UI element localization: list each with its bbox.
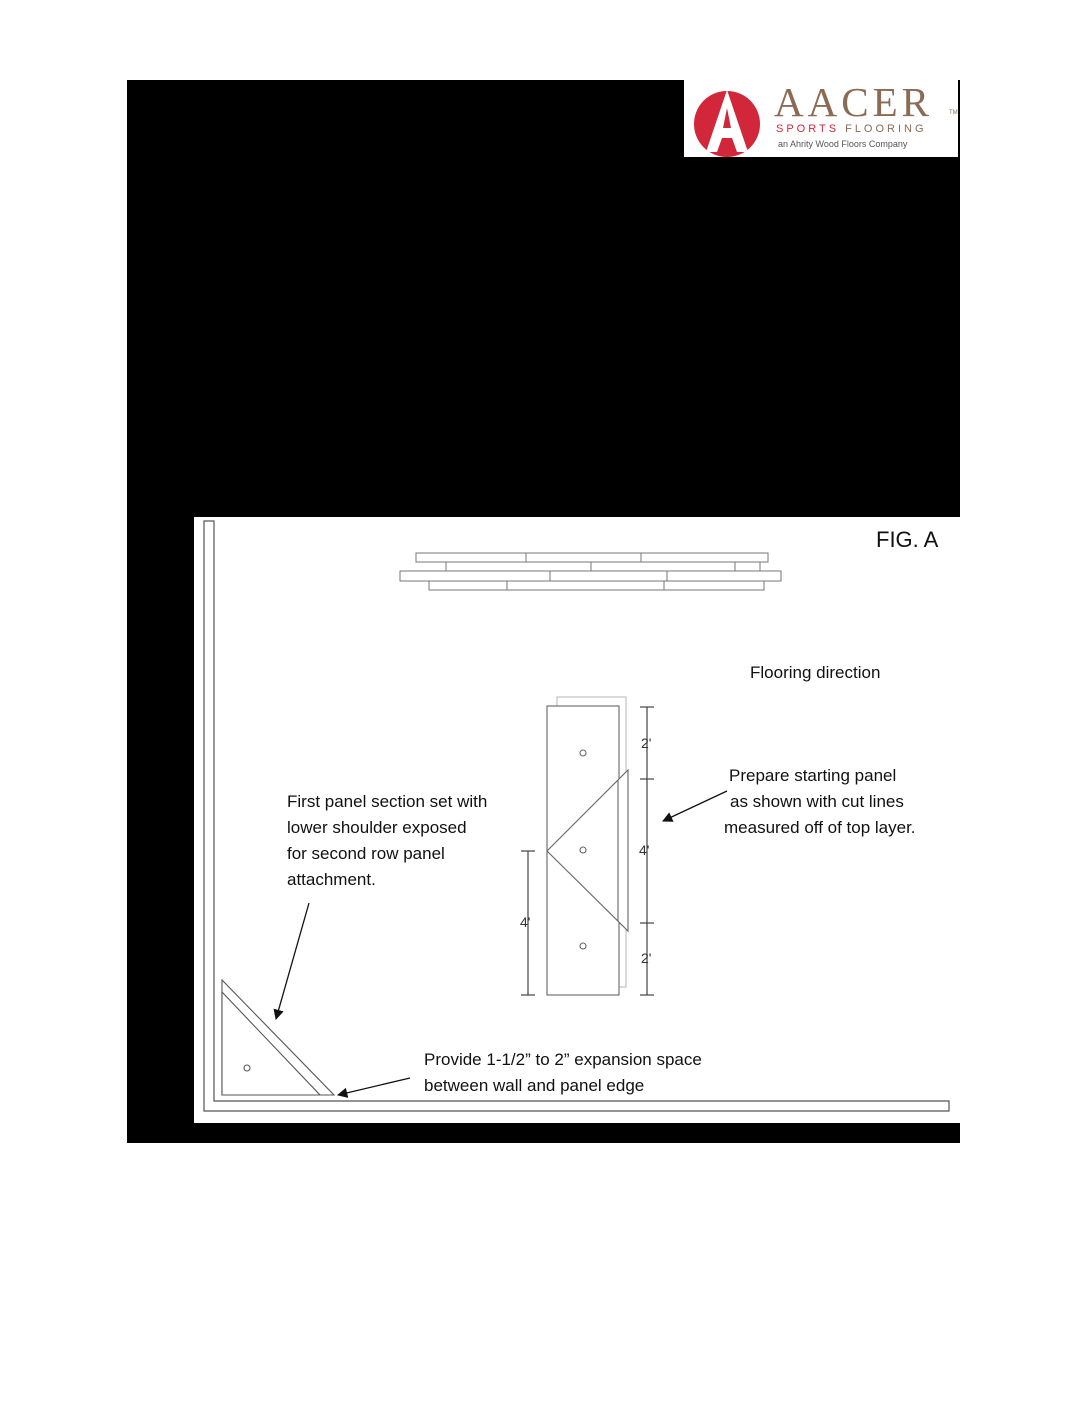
starting-panel: [547, 697, 628, 995]
logo-trademark: TM: [949, 110, 958, 116]
dimension-bottom-label: 2': [641, 950, 652, 966]
aacer-a-mark-icon: [684, 80, 770, 157]
prepare-panel-line-3: measured off of top layer.: [724, 818, 916, 837]
logo-subtitle-accent: SPORTS: [776, 123, 840, 135]
fig-a-diagram: [194, 517, 960, 1123]
prepare-panel-line-2: as shown with cut lines: [730, 792, 904, 811]
first-panel-line-4: attachment.: [287, 870, 376, 889]
dimension-top-label: 2': [641, 735, 652, 751]
dimension-left-label: 4': [520, 914, 531, 930]
logo-subtitle: [776, 123, 927, 135]
dimension-middle-label: 4': [639, 842, 650, 858]
flooring-direction-label: Flooring direction: [750, 663, 881, 682]
first-panel-line-3: for second row panel: [287, 844, 445, 863]
logo-subtitle-rest: FLOORING: [845, 123, 927, 135]
logo-tagline: an Ahrity Wood Floors Company: [778, 139, 908, 149]
flooring-boards: [400, 553, 781, 590]
expansion-line-1: Provide 1-1/2” to 2” expansion space: [424, 1050, 702, 1069]
expansion-line-2: between wall and panel edge: [424, 1076, 645, 1095]
first-panel-line-1: First panel section set with: [287, 792, 488, 811]
first-panel-line-2: lower shoulder exposed: [287, 818, 467, 837]
figure-title: FIG. A: [876, 527, 939, 552]
logo-brand-name: AACER: [774, 79, 933, 125]
corner-first-panel: [222, 980, 334, 1095]
aacer-logo: [684, 80, 958, 157]
prepare-panel-line-1: Prepare starting panel: [729, 766, 897, 785]
